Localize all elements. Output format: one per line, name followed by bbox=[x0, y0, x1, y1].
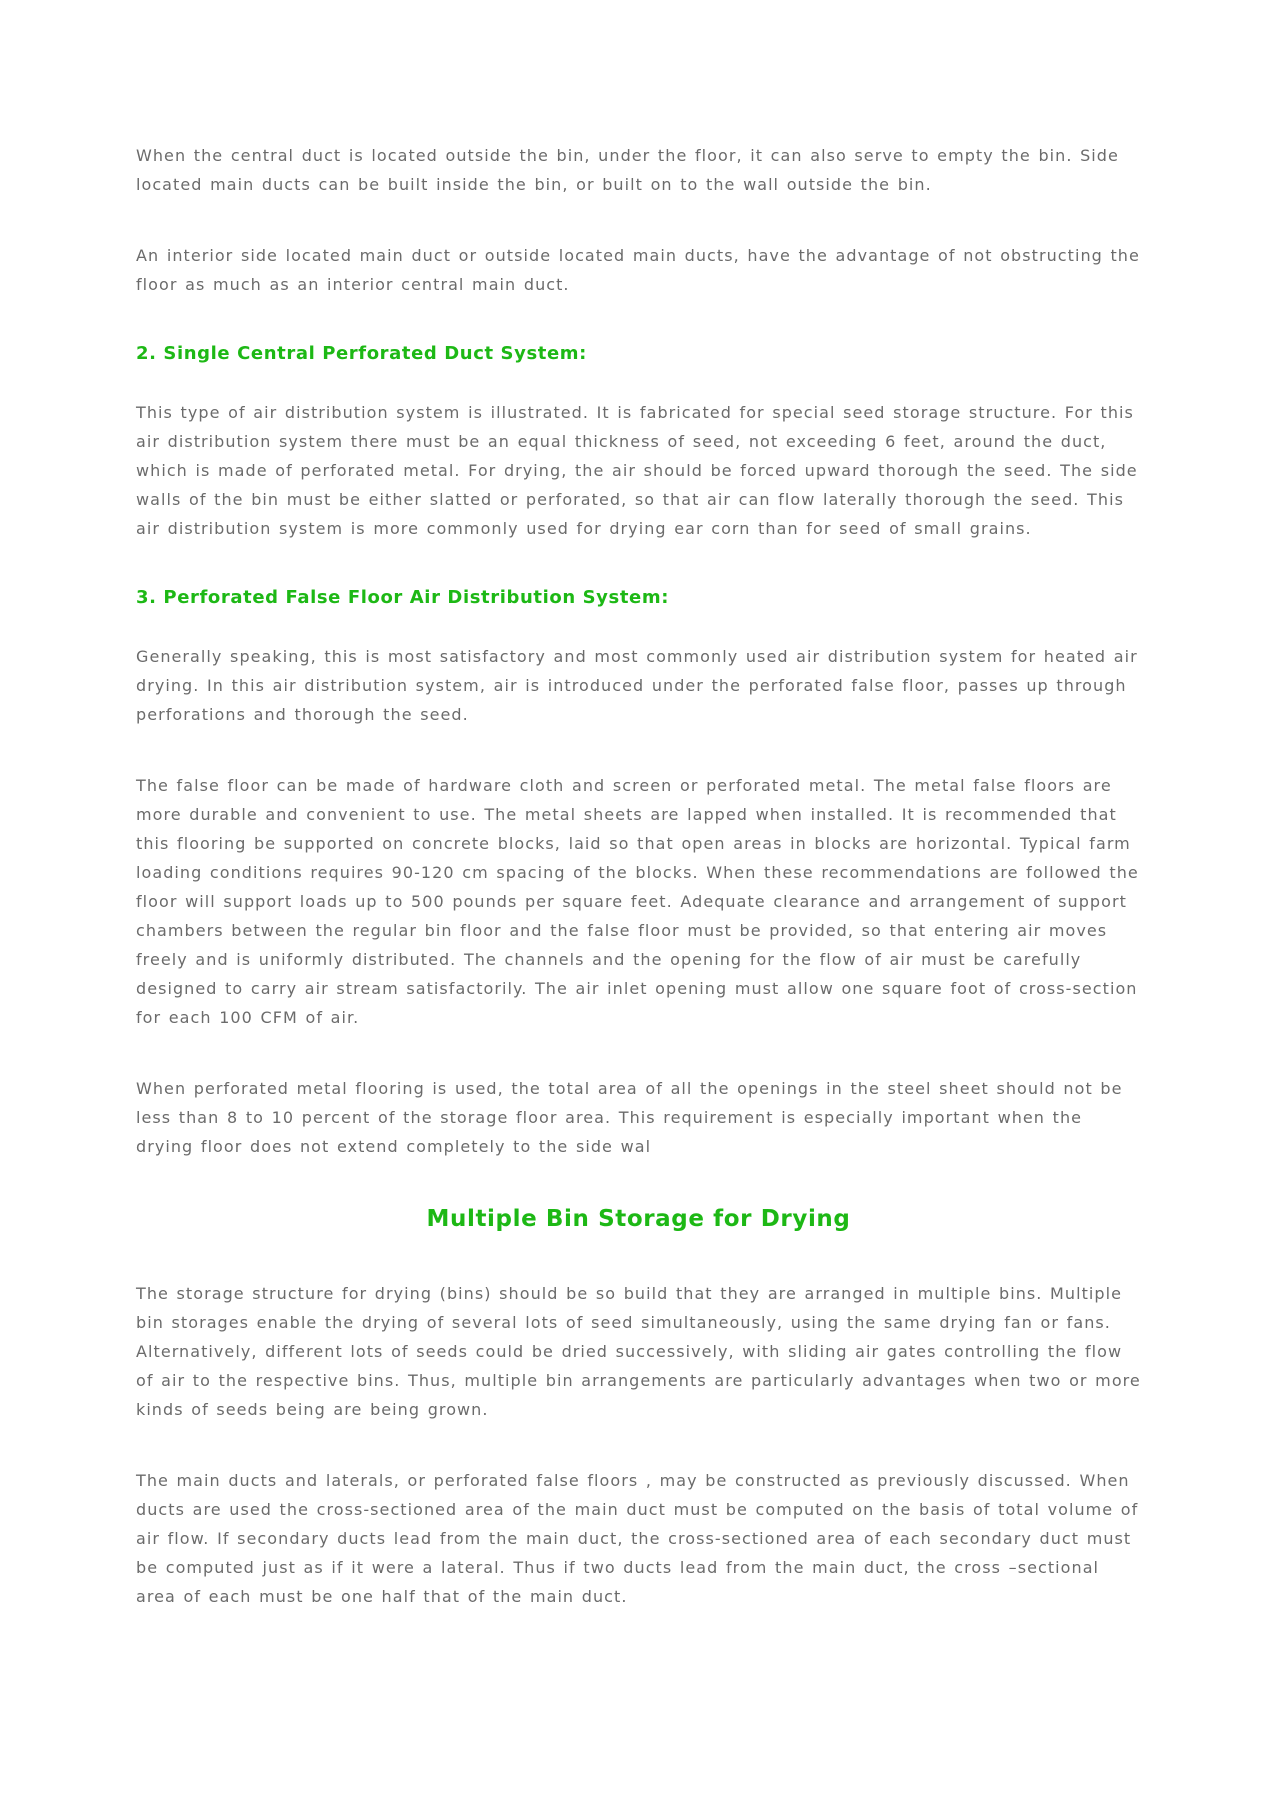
document-page bbox=[136, 141, 1141, 1653]
paragraph-false-floor-construction: The false floor can be made of hardware cloth and screen or perforated metal. The metal false floors are more durable and convenient to use. The metal sheets are lapped when installed. It is recommended that this flooring be supported on concrete blocks, laid so that open areas in blocks are horizontal. Typical farm loading conditions requires 90-120 cm spacing of the blocks. When these recommendations are followed the floor will support loads up to 500 pounds per square feet. Adequate clearance and arrangement of support chambers between the regular bin floor and the false floor must be provided, so that entering air moves freely and is uniformly distributed. The channels and the opening for the flow of air must be carefully designed to carry air stream satisfactorily. The air inlet opening must allow one square foot of cross-section for each 100 CFM of air. bbox=[136, 776, 1139, 1027]
heading-multiple-bin-storage-for-drying: Multiple Bin Storage for Drying bbox=[426, 1206, 851, 1232]
paragraph-multiple-bin-storage: The storage structure for drying (bins) should be so build that they are arranged in multiple bins. Multiple bin storages enable the drying of several lots of seed simultaneously, using the same drying fan or fans. Alternatively, different lots of seeds could be dried successively, with sliding air gates controlling the flow of air to the respective bins. Thus, multiple bin arrangements are particularly advantages when two or more kinds of seeds being are being grown. bbox=[136, 1284, 1141, 1419]
heading-single-central-perforated-duct-system: 2. Single Central Perforated Duct System: bbox=[136, 343, 587, 364]
paragraph-single-central-duct-details: This type of air distribution system is illustrated. It is fabricated for special seed storage structure. For this air distribution system there must be an equal thickness of seed, not exceeding 6 feet, around the duct, which is made of perforated metal. For drying, the air should be forced upward thorough the seed. The side walls of the bin must be either slatted or perforated, so that air can flow laterally thorough the seed. This air distribution system is more commonly used for drying ear corn than for seed of small grains. bbox=[136, 403, 1138, 538]
paragraph-central-duct-location: When the central duct is located outside the bin, under the floor, it can also serve to empty the bin. Side located main ducts can be built inside the bin, or built on to the wall outside the bin. bbox=[136, 146, 1119, 194]
heading-perforated-false-floor-system: 3. Perforated False Floor Air Distribution System: bbox=[136, 587, 669, 608]
paragraph-false-floor-overview: Generally speaking, this is most satisfactory and most commonly used air distribution system for heated air drying. In this air distribution system, air is introduced under the perforated false floor, passes up through perforations and thorough the seed. bbox=[136, 647, 1138, 724]
paragraph-perforated-metal-flooring: When perforated metal flooring is used, the total area of all the openings in the steel sheet should not be less than 8 to 10 percent of the storage floor area. This requirement is especially important when the drying floor does not extend completely to the side wal bbox=[136, 1079, 1123, 1156]
paragraph-main-ducts-and-laterals: The main ducts and laterals, or perforated false floors , may be constructed as previously discussed. When ducts are used the cross-sectioned area of the main duct must be computed on the basis of total volume of air flow. If secondary ducts lead from the main duct, the cross-sectioned area of each secondary duct must be computed just as if it were a lateral. Thus if two ducts lead from the main duct, the cross –sectional area of each must be one half that of the main duct. bbox=[136, 1471, 1139, 1606]
paragraph-interior-side-duct: An interior side located main duct or outside located main ducts, have the advantage of not obstructing the floor as much as an interior central main duct. bbox=[136, 246, 1140, 294]
